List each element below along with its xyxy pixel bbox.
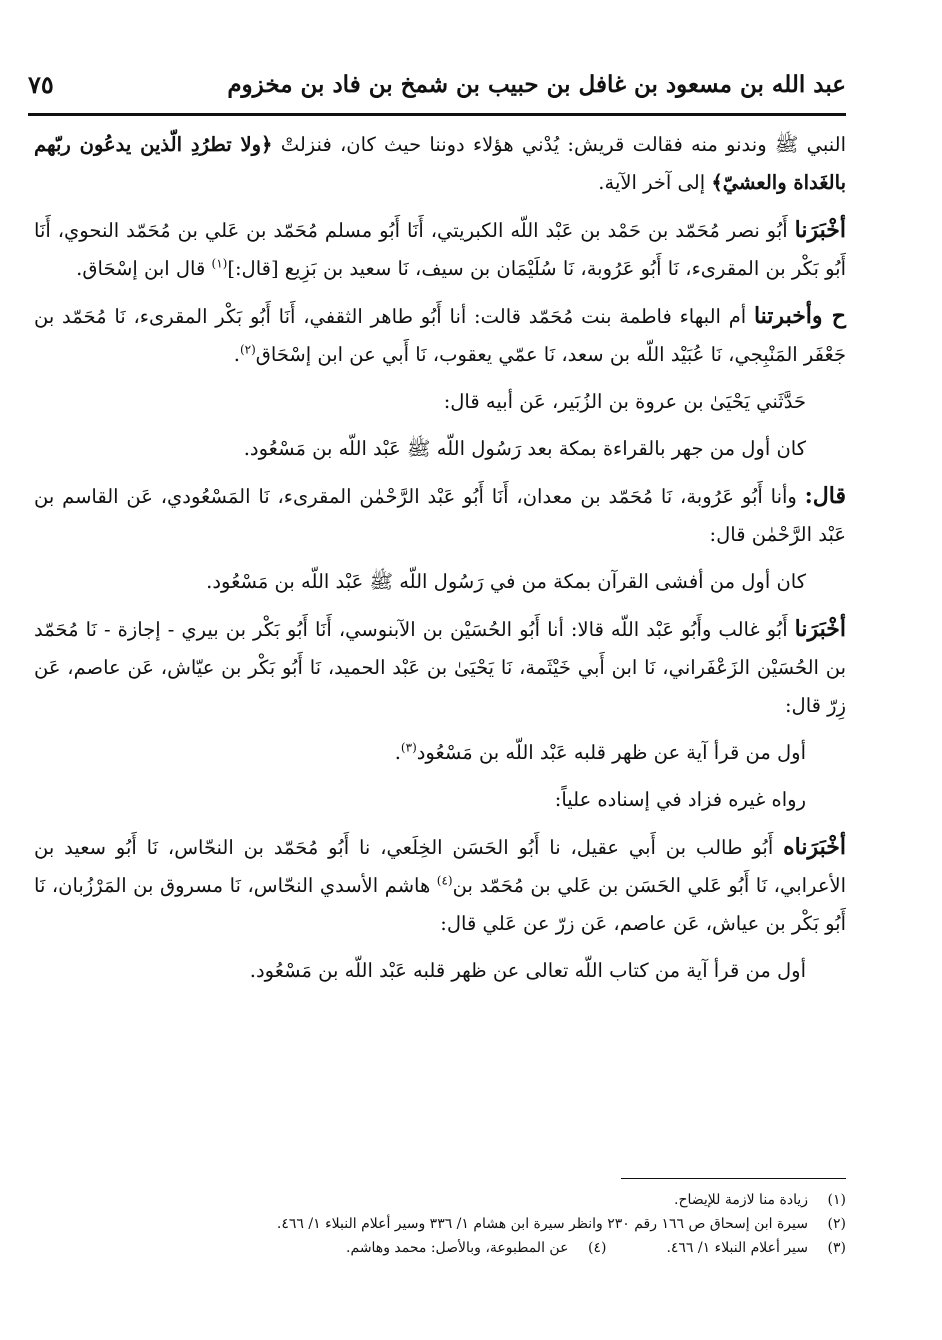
footnote-number: (٢) [827, 1216, 846, 1232]
isnad-keyword: أخْبَرَنا [794, 217, 846, 243]
footnote-number: (٣) [827, 1240, 846, 1256]
footnote-ref: (١) [211, 256, 228, 271]
paragraph-6: قال: وأنا أَبُو عَرُوبة، نَا مُحَمّد بن معدان، أَنَا أَبُو عَبْد الرَّحْمٰن المقرىء، نَا المَسْعُودي، عَن القاسم بن عَبْد الرَّحْمٰن قال: [34, 483, 846, 546]
paragraph-2: أخْبَرَنا أَبُو نصر مُحَمّد بن حَمْد بن عَبْد اللّه الكبريتي، أَنَا أَبُو مسلم مُحَمّد بن عَلي بن مُحَمّد النحوي، أَنَا أَبُو بَكْر بن المقرىء، نَا أَبُو عَرُوبة، نَا سُلَيْمَان بن سيف، نَا سعيد بن بَزِيع [قال:]$^{(١)}$ قال ابن إسْحَاق. [34, 217, 846, 280]
header-rule [28, 113, 846, 116]
footnote-rule [621, 1178, 846, 1179]
isnad-keyword: أخْبَرَنا [794, 616, 846, 642]
footnote-number: (٤) [587, 1240, 607, 1256]
paragraph-7: كان أول من أفشى القرآن بمكة من في رَسُول اللّه ﷺ عَبْد اللّه بن مَسْعُود. [206, 570, 806, 593]
running-header [28, 60, 846, 108]
paragraph-11: أخْبَرَناه أَبُو طالب بن أَبي عقيل، نا أَبُو الحَسَن الخِلَعي، نا أَبُو مُحَمّد بن النحّاس، نَا أَبُو سعيد بن الأعرابي، نَا أَبُو عَلي الحَسَن بن عَلي بن مُحَمّد بن$^{(٤)}$ هاشم الأسدي النحّاس، نَا مسروق بن المَرْزُبان، نَا أَبُو بَكْر بن عياش، عَن عاصم، عَن زرّ عن عَلي قال: [34, 834, 846, 935]
paragraph-10: رواه غيره فزاد في إسناده علياً: [554, 788, 806, 811]
footnote-number: (١) [827, 1192, 846, 1208]
footnote-1: (١)زيادة منا لازمة للإيضاح. [40, 1188, 846, 1212]
paragraph-1: النبي ﷺ وندنو منه فقالت قريش: يُدْني هؤلاء دوننا حيث كان، فنزلتْ ﴿ولا تطرُدِ الّذين يدعُون ربّهم بالغَداة والعشيّ﴾ إلى آخر الآية. [34, 133, 846, 194]
footnote-3-4: (٣)سير أعلام النبلاء ١/ ٤٦٦.(٤)عن المطبوعة، وبالأصل: محمد وهاشم. [40, 1236, 846, 1260]
paragraph-3: ح وأخبرتنا أم البهاء فاطمة بنت مُحَمّد قالت: أنا أَبُو طاهر الثقفي، أَنَا أَبُو بَكْر المقرىء، نَا مُحَمّد بن جَعْفَر المَنْبِجي، نَا عُبَيْد اللّه بن سعد، نَا عمّي يعقوب، نَا أَبي عن ابن إسْحَاق$^{(٢)}$. [34, 303, 846, 366]
paragraph-8: أخْبَرَنا أَبُو غالب وأَبُو عَبْد اللّه قالا: أنا أَبُو الحُسَيْن بن الآبنوسي، أَنَا أَبُو بَكْر بن بيري - إجازة - نَا مُحَمّد بن الحُسَيْن الزَعْفَراني، نَا ابن أَبي خَيْثَمة، نَا يَحْيَىٰ بن عَبْد الحميد، نَا أَبُو بَكْر بن عيّاش، عَن عاصم، عَن زِرّ قال: [34, 616, 846, 717]
footnotes [40, 1188, 846, 1260]
isnad-keyword: أخْبَرَناه [783, 834, 846, 860]
page-number: ٧٥ [28, 69, 54, 99]
isnad-keyword: قال: [804, 483, 846, 509]
running-title: عبد الله بن مسعود بن غافل بن حبيب بن شمخ بن فاد بن مخزوم [227, 70, 846, 98]
paragraph-9: أول من قرأ آية عن ظهر قلبه عَبْد اللّه بن مَسْعُود$^{(٣)}$. [394, 740, 806, 764]
isnad-keyword: ح وأخبرتنا [753, 303, 846, 329]
paragraph-12: أول من قرأ آية من كتاب اللّه تعالى عن ظهر قلبه عَبْد اللّه بن مَسْعُود. [249, 959, 806, 982]
paragraph-4: حَدَّثَني يَحْيَىٰ بن عروة بن الزُبَير، عَن أبيه قال: [443, 390, 806, 413]
paragraph-5: كان أول من جهر بالقراءة بمكة بعد رَسُول اللّه ﷺ عَبْد اللّه بن مَسْعُود. [243, 437, 806, 460]
footnote-ref: (٣) [400, 740, 417, 755]
quran-verse: ﴿ولا تطرُدِ الّذين يدعُون ربّهم بالغَداة والعشيّ﴾ [34, 133, 846, 194]
footnote-2: (٢)سيرة ابن إسحاق ص ١٦٦ رقم ٢٣٠ وانظر سيرة ابن هشام ١/ ٣٣٦ وسير أعلام النبلاء ١/ ٤٦٦. [40, 1212, 846, 1236]
main-text [34, 126, 846, 990]
footnote-ref: (٢) [239, 342, 256, 357]
footnote-ref: (٤) [436, 873, 453, 888]
